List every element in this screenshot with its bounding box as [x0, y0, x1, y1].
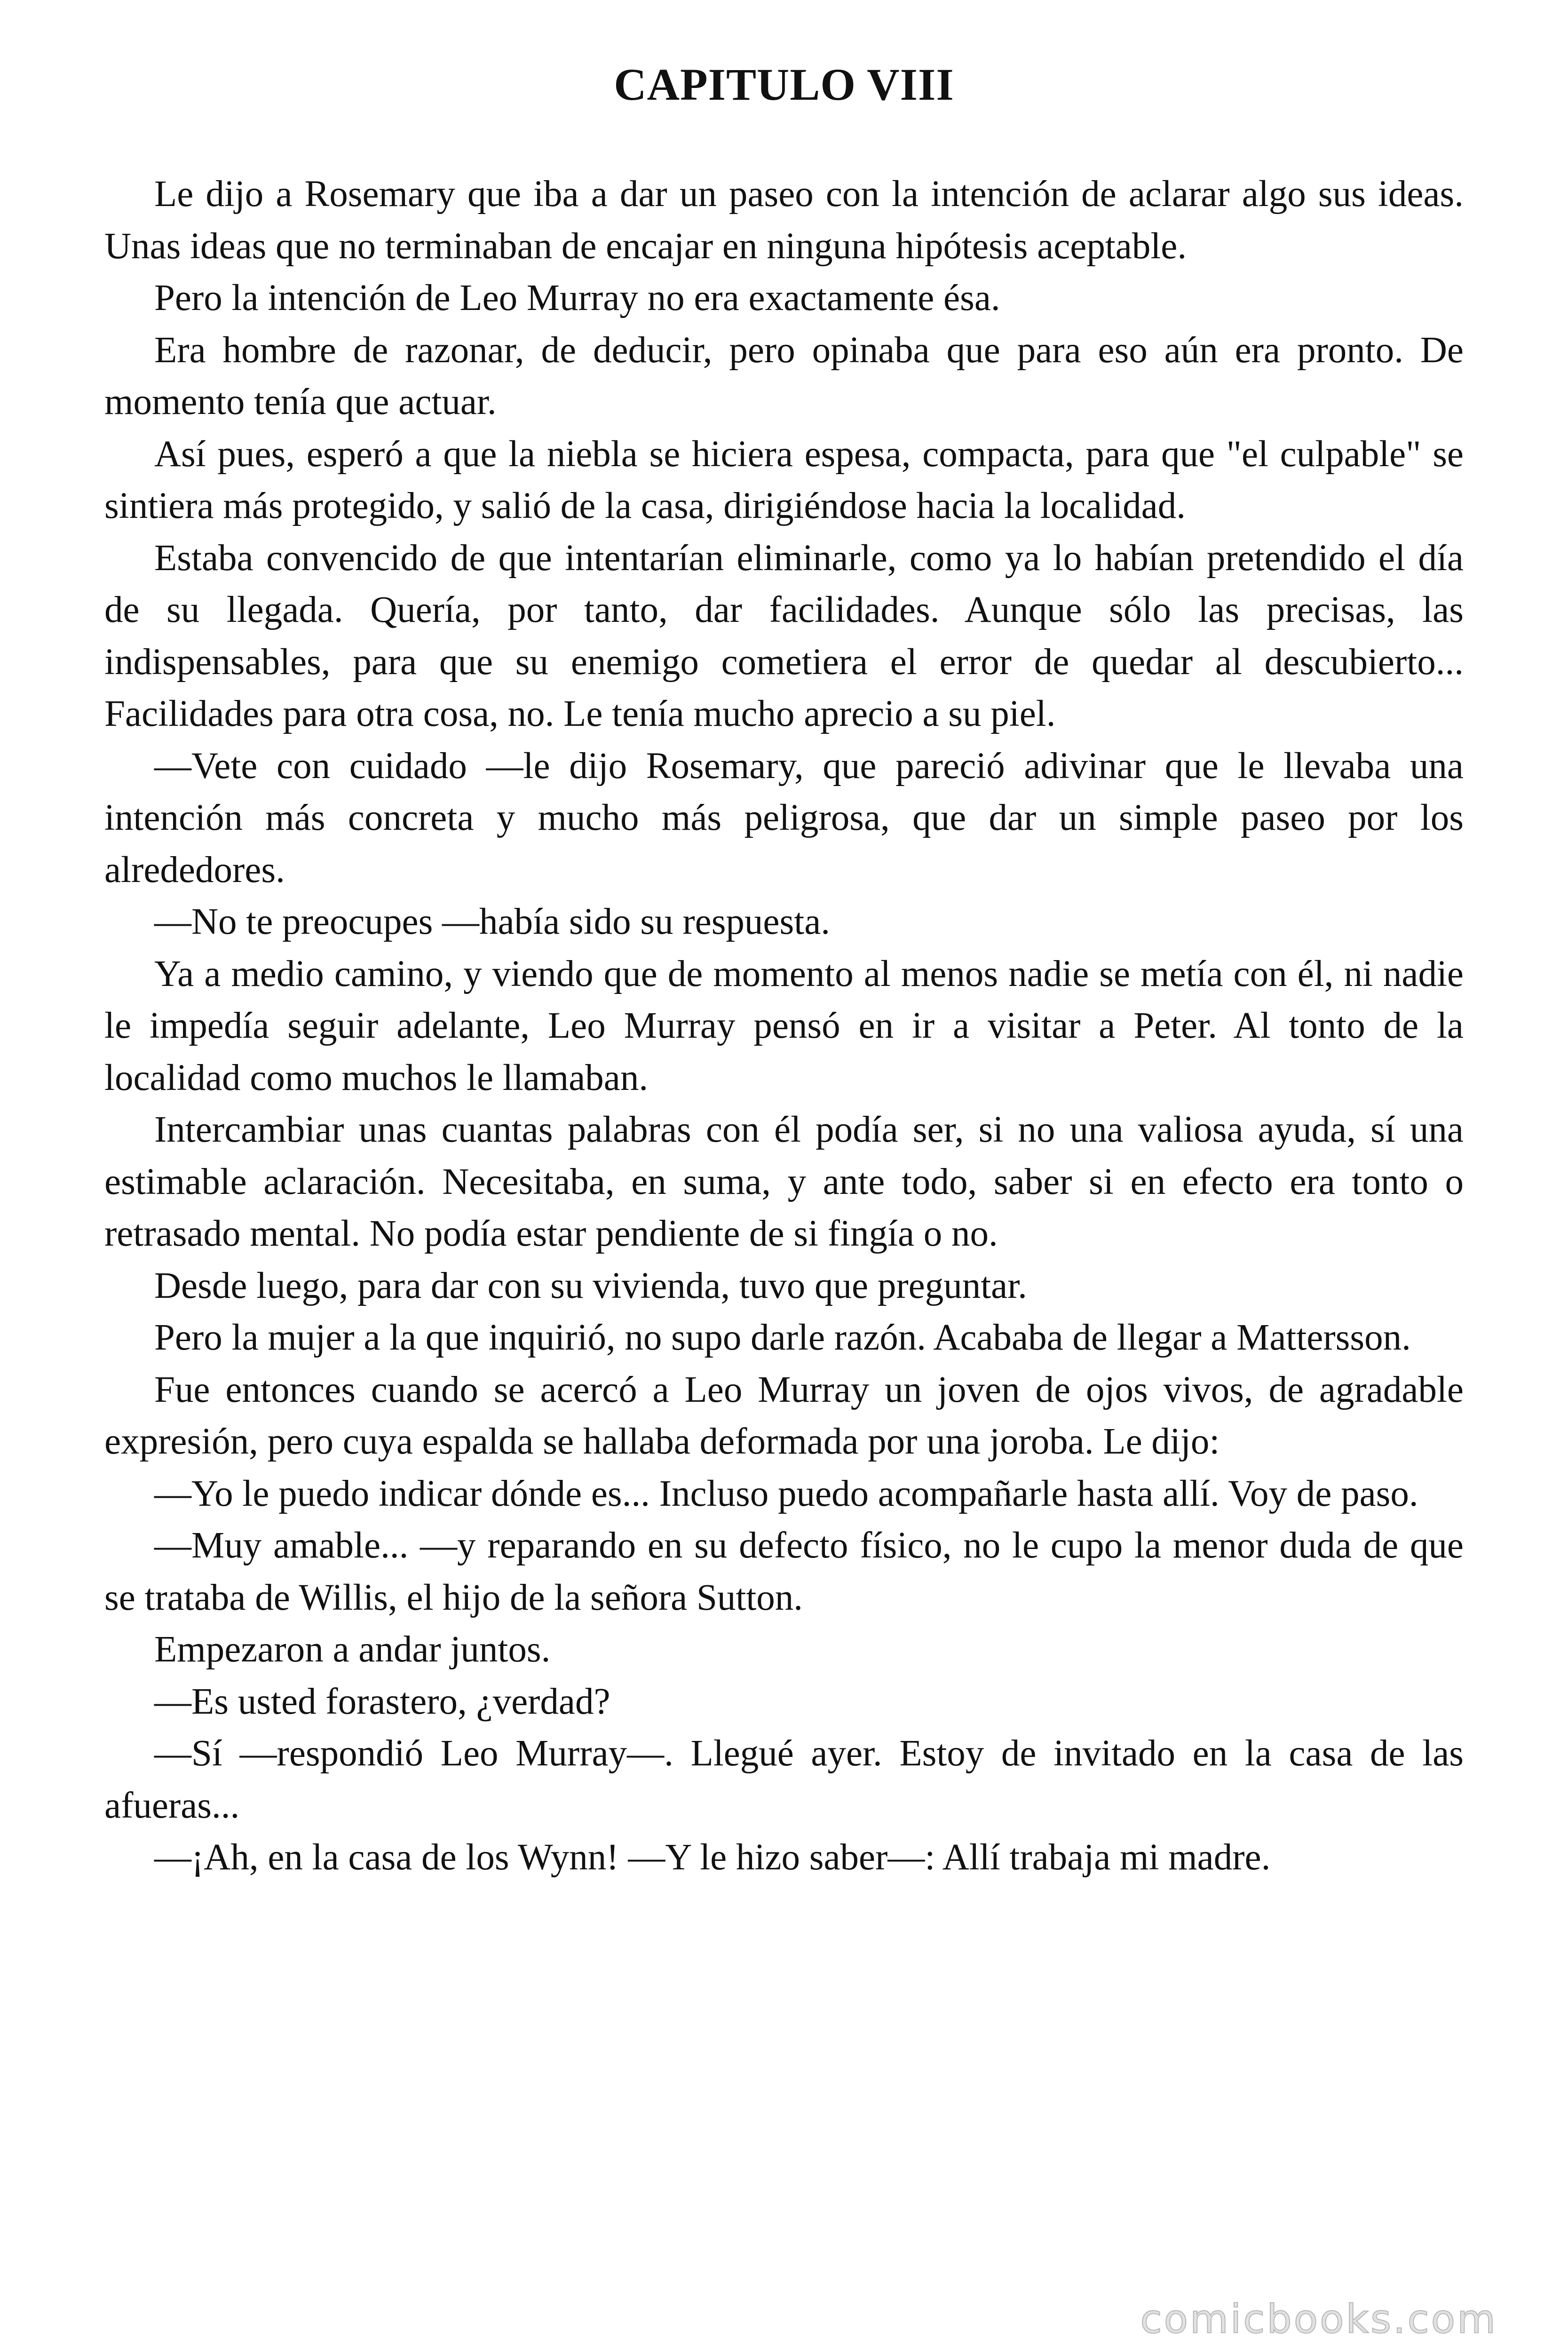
paragraph: —Sí —respondió Leo Murray—. Llegué ayer. Estoy de invitado en la casa de las afueras... — [104, 1733, 1464, 1826]
paragraph: —¡Ah, en la casa de los Wynn! —Y le hizo saber—: Allí trabaja mi madre. — [154, 1837, 1271, 1878]
paragraph: Fue entonces cuando se acercó a Leo Murray un joven de ojos vivos, de agradable expresión, pero cuya espalda se hallaba deformada por una joroba. Le dijo: — [104, 1369, 1464, 1462]
paragraph: Era hombre de razonar, de deducir, pero opinaba que para eso aún era pronto. De momento tenía que actuar. — [104, 329, 1464, 422]
paragraph: Pero la intención de Leo Murray no era exactamente ésa. — [154, 278, 1000, 318]
paragraph: Así pues, esperó a que la niebla se hiciera espesa, compacta, para que "el culpable" se sintiera más protegido, y salió de la casa, dirigiéndose hacia la localidad. — [104, 433, 1464, 526]
chapter-title: CAPITULO VIII — [614, 59, 954, 110]
paragraph: —Muy amable... —y reparando en su defecto físico, no le cupo la menor duda de que se trataba de Willis, el hijo de la señora Sutton. — [104, 1525, 1464, 1618]
body-text — [104, 168, 1464, 1884]
paragraph: Pero la mujer a la que inquirió, no supo darle razón. Acababa de llegar a Mattersson. — [154, 1317, 1411, 1358]
paragraph: Intercambiar unas cuantas palabras con él podía ser, si no una valiosa ayuda, sí una estimable aclaración. Necesitaba, en suma, y ante todo, saber si en efecto era tonto o retrasado mental. No podía estar pendiente de si fingía o no. — [104, 1109, 1464, 1254]
book-page — [104, 56, 1464, 1884]
paragraph: Desde luego, para dar con su vivienda, tuvo que preguntar. — [154, 1265, 1027, 1306]
paragraph: —Yo le puedo indicar dónde es... Incluso puedo acompañarle hasta allí. Voy de paso. — [154, 1473, 1418, 1514]
paragraph: —Es usted forastero, ¿verdad? — [154, 1681, 610, 1722]
watermark: comicbooks.com — [1140, 2296, 1497, 2342]
paragraph: Estaba convencido de que intentarían eliminarle, como ya lo habían pretendido el día de su llegada. Quería, por tanto, dar facilidades. Aunque sólo las precisas, las indispensables, para que su enemigo cometiera el error de quedar al descubierto... Facilidades para otra cosa, no. Le tenía mucho aprecio a su piel. — [104, 537, 1464, 734]
paragraph: —Vete con cuidado —le dijo Rosemary, que pareció adivinar que le llevaba una intención más concreta y mucho más peligrosa, que dar un simple paseo por los alrededores. — [104, 745, 1464, 890]
paragraph: Empezaron a andar juntos. — [154, 1629, 551, 1670]
paragraph: Ya a medio camino, y viendo que de momento al menos nadie se metía con él, ni nadie le impedía seguir adelante, Leo Murray pensó en ir a visitar a Peter. Al tonto de la localidad como muchos le llamaban. — [104, 953, 1464, 1098]
paragraph: Le dijo a Rosemary que iba a dar un paseo con la intención de aclarar algo sus ideas. Unas ideas que no terminaban de encajar en ninguna hipótesis aceptable. — [104, 174, 1464, 267]
paragraph: —No te preocupes —había sido su respuesta. — [154, 901, 831, 942]
